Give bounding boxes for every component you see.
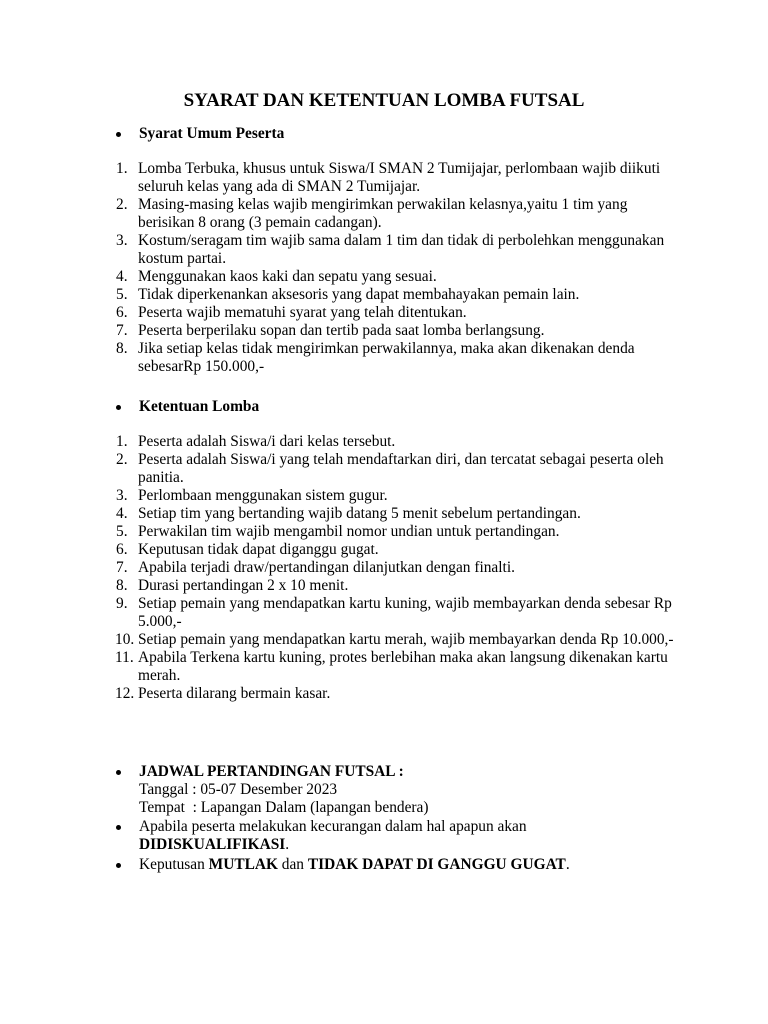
list-item: 3. Kostum/seragam tim wajib sama dalam 1 tim dan tidak di perbolehkan menggunakan kostum partai. <box>116 232 665 267</box>
list-item: 1. Peserta adalah Siswa/i dari kelas tersebut. <box>116 433 396 450</box>
schedule-date: Tanggal : 05-07 Desember 2023 <box>139 781 338 798</box>
list-item: 1. Lomba Terbuka, khusus untuk Siswa/I SMAN 2 Tumijajar, perlombaan wajib diikuti seluruh kelas yang ada di SMAN 2 Tumijajar. <box>116 160 661 195</box>
list-item: 8. Jika setiap kelas tidak mengirimkan perwakilannya, maka akan dikenakan denda sebesarRp 150.000,- <box>116 340 635 375</box>
note-cheating-penalty: DIDISKUALIFIKASI. <box>139 836 290 853</box>
list-item: 7. Peserta berperilaku sopan dan tertib pada saat lomba berlangsung. <box>116 322 545 339</box>
schedule-place: Tempat : Lapangan Dalam (lapangan bendera) <box>139 799 429 816</box>
bullet-icon <box>116 770 121 775</box>
bullet-icon <box>116 132 121 137</box>
list-item: 10. Setiap pemain yang mendapatkan kartu merah, wajib membayarkan denda Rp 10.000,- <box>115 631 674 648</box>
document-page: SYARAT DAN KETENTUAN LOMBA FUTSAL Syarat Umum Peserta 1. Lomba Terbuka, khusus untuk Siswa/I SMAN 2 Tumijajar, perlombaan wajib diikuti seluruh kelas yang ada di SMAN 2 Tumijajar. 2. Masing-masing kelas wajib mengirimkan perwakilan kelasnya,yaitu 1 tim yang berisikan 8 orang (3 pemain cadangan). 3. Kostum/seragam tim wajib sama dalam 1 tim dan tidak di perbolehkan menggunakan kostum partai. 4. Menggunakan kaos kaki dan sepatu yang sesuai. 5. Tidak diperkenankan aksesoris yang dapat membahayakan pemain lain. 6. Peserta wajib mematuhi syarat yang telah ditentukan. 7. Peserta berperilaku sopan dan tertib pada saat lomba berlangsung. 8. Jika setiap kelas tidak mengirimkan perwakilannya, maka akan dikenakan denda sebesarRp 150.000,- Ketentuan Lomba 1. Peserta adalah Siswa/i dari kelas tersebut. 2. Peserta adalah Siswa/i yang telah mendaftarkan diri, dan tercatat sebagai peserta oleh panitia. 3. Perlombaan menggunakan sistem gugur. 4. Setiap tim yang bertanding wajib datang 5 menit sebelum pertandingan. 5. Perwakilan tim wajib mengambil nomor undian untuk pertandingan. 6. Keputusan tidak dapat diganggu gugat. 7. Apabila terjadi draw/pertandingan dilanjutkan dengan finalti. 8. Durasi pertandingan 2 x 10 menit. 9. Setiap pemain yang mendapatkan kartu kuning, wajib membayarkan denda sebesar Rp 5.000,- 10. Setiap pemain yang mendapatkan kartu merah, wajib membayarkan denda Rp 10.000,- 11. Apabila Terkena kartu kuning, protes berlebihan maka akan langsung dikenakan kartu merah. 12. Peserta dilarang bermain kasar. JADWAL PERTANDINGAN FUTSAL : Tanggal : 05-07 Desember 2023 Tempat : Lapangan Dalam (lapangan bendera) Apabila peserta melakukan kecurangan dalam hal apapun akan DIDISKUALIFIKASI. Keputusan MUTLAK dan TIDAK DAPAT DI GANGGU GUGAT. <box>0 0 768 1024</box>
list-item: 5. Tidak diperkenankan aksesoris yang dapat membahayakan pemain lain. <box>116 286 580 303</box>
bullet-icon <box>116 405 121 410</box>
list-item: 7. Apabila terjadi draw/pertandingan dilanjutkan dengan finalti. <box>116 559 515 576</box>
ketentuan-lomba-list <box>116 433 676 703</box>
list-item: 2. Masing-masing kelas wajib mengirimkan perwakilan kelasnya,yaitu 1 tim yang berisikan 8 orang (3 pemain cadangan). <box>116 196 628 231</box>
list-item: 2. Peserta adalah Siswa/i yang telah mendaftarkan diri, dan tercatat sebagai peserta oleh panitia. <box>116 451 664 486</box>
list-item: 8. Durasi pertandingan 2 x 10 menit. <box>116 577 349 594</box>
list-item: 4. Menggunakan kaos kaki dan sepatu yang sesuai. <box>116 268 437 285</box>
list-item: 4. Setiap tim yang bertanding wajib datang 5 menit sebelum pertandingan. <box>116 505 581 522</box>
schedule-heading: JADWAL PERTANDINGAN FUTSAL : <box>139 763 404 780</box>
list-item: 5. Perwakilan tim wajib mengambil nomor undian untuk pertandingan. <box>116 523 560 540</box>
list-item: 9. Setiap pemain yang mendapatkan kartu kuning, wajib membayarkan denda sebesar Rp 5.000,- <box>116 595 672 630</box>
list-item: 11. Apabila Terkena kartu kuning, protes berlebihan maka akan langsung dikenakan kartu merah. <box>115 649 668 684</box>
list-item: 3. Perlombaan menggunakan sistem gugur. <box>116 487 388 504</box>
page-title: SYARAT DAN KETENTUAN LOMBA FUTSAL <box>183 90 585 111</box>
list-item: 12. Peserta dilarang bermain kasar. <box>115 685 331 702</box>
bullet-icon <box>116 863 121 868</box>
syarat-umum-list <box>116 160 676 376</box>
list-item: 6. Keputusan tidak dapat diganggu gugat. <box>116 541 379 558</box>
list-item: 6. Peserta wajib mematuhi syarat yang telah ditentukan. <box>116 304 467 321</box>
bullet-icon <box>116 825 121 830</box>
